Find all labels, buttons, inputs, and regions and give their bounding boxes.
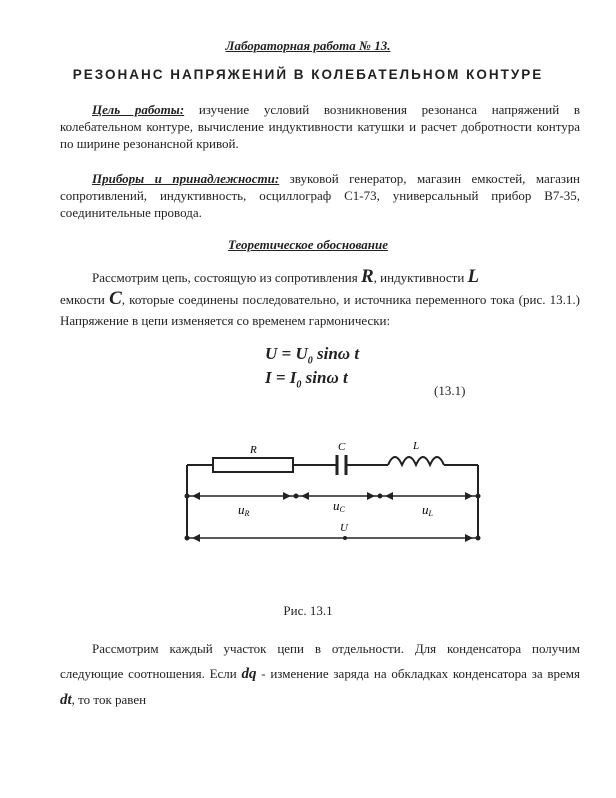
theory-title: Теоретическое обоснование — [227, 237, 389, 252]
symbol-dt: dt — [60, 692, 72, 708]
symbol-dq: dq — [241, 666, 257, 682]
closing-text-a: Рассмотрим каждый участок цепи в отдельности. Для конденсатора получим следующие соотношения. Если — [60, 641, 580, 681]
symbol-r: R — [360, 266, 374, 287]
node-uc-left — [294, 494, 299, 499]
label-ul: uL — [422, 502, 433, 518]
arrow-uc-left — [301, 492, 309, 500]
equipment-text: звуковой генератор, магазин емкостей, магазин сопротивлений, индуктивность, осциллограф С1-73, универсальный прибор В7-35, соединительные провода. — [60, 171, 580, 220]
node-uc-right — [378, 494, 383, 499]
closing-text-c: , то ток равен — [71, 692, 147, 707]
equation-current: $I = I_0$ sinω t — [265, 368, 348, 391]
theory-text-c: емкости — [60, 292, 110, 307]
arrow-ul-left — [385, 492, 393, 500]
label-ur: uR — [238, 502, 250, 518]
goal-paragraph — [60, 101, 580, 152]
arrow-ur-left — [192, 492, 200, 500]
symbol-c: C — [109, 288, 122, 309]
equipment-label: Приборы и принадлежности: — [92, 171, 280, 186]
figure-caption: Рис. 13.1 — [283, 603, 333, 618]
equation-number: (13.1) — [434, 383, 466, 398]
label-r: R — [250, 444, 257, 456]
label-uc: uC — [333, 498, 345, 514]
node-right — [476, 494, 481, 499]
theory-text-d: , которые соединены последовательно, и источника переменного тока (рис. 13.1.) Напряжение в цепи изменяется со временем гармонически: — [60, 292, 580, 328]
theory-paragraph — [60, 266, 580, 331]
theory-text-b: , индуктивности — [373, 270, 468, 285]
node-bottom-left — [185, 536, 190, 541]
goal-label: Цель работы: — [92, 102, 185, 117]
inductor — [388, 457, 444, 465]
node-left — [185, 494, 190, 499]
equation-voltage: $U = U_0$ sinω t — [265, 344, 360, 367]
symbol-l: L — [467, 266, 480, 287]
lab-title: Лабораторная работа № 13. — [225, 38, 391, 53]
main-title: РЕЗОНАНС НАПРЯЖЕНИЙ В КОЛЕБАТЕЛЬНОМ КОНТУРЕ — [72, 67, 544, 82]
goal-text: изучение условий возникновения резонанса напряжений в колебательном контуре, вычисление индуктивности катушки и расчет добротности контура по ширине резонансной кривой. — [60, 102, 581, 151]
arrow-ul-right — [465, 492, 473, 500]
node-bottom-mid — [343, 536, 347, 540]
circuit-diagram — [0, 430, 616, 570]
label-u: U — [340, 522, 348, 534]
label-l: L — [413, 440, 420, 452]
equipment-paragraph — [60, 170, 580, 221]
arrow-uc-right — [367, 492, 375, 500]
arrow-u-right — [465, 534, 473, 542]
arrow-ur-right — [283, 492, 291, 500]
closing-paragraph — [60, 636, 580, 713]
arrow-u-left — [192, 534, 200, 542]
theory-text-a: Рассмотрим цепь, состоящую из сопротивления — [92, 270, 361, 285]
closing-text-b: - изменение заряда на обкладках конденсатора за время — [256, 666, 580, 681]
node-bottom-right — [476, 536, 481, 541]
resistor — [213, 458, 293, 472]
label-c: C — [338, 441, 346, 453]
